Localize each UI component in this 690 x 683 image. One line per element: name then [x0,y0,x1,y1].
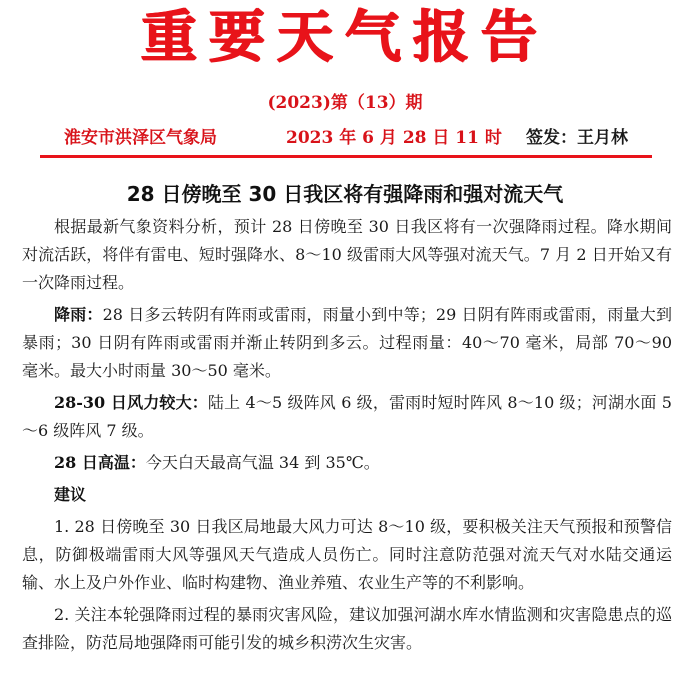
issuing-agency: 淮安市洪泽区气象局 [64,128,217,148]
advice-item-1: 1. 28 日傍晚至 30 日我区局地最大风力可达 8～10 级，要积极关注天气预报和预警信息，防御极端雷雨大风等强风天气造成人员伤亡。同时注意防范强对流天气对水陆交通运输、水上及户外作业、临时构建物、渔业养殖、农业生产等的不利影响。 [22,517,672,592]
report-masthead: 重要天气报告 [141,5,549,70]
heat-paragraph [22,449,672,477]
issue-date: 2023 年 6 月 28 日 11 时 [286,128,502,148]
wind-label: 28-30 日风力较大： [54,393,208,412]
heat-label: 28 日高温： [54,453,146,472]
wind-text: 陆上 4～5 级阵风 6 级，雷雨时短时阵风 8～10 级；河湖水面 5～6 级阵风 7 级。 [22,393,672,440]
red-divider-rule [40,155,652,158]
signer: 签发：王月林 [526,128,628,148]
report-body [22,213,672,661]
heat-text: 今天白天最高气温 34 到 35℃。 [145,453,380,472]
rain-label: 降雨： [54,305,103,324]
rain-text: 28 日多云转阴有阵雨或雷雨，雨量小到中等；29 日阴有阵雨或雷雨，雨量大到暴雨；30 日阴有阵雨或雷雨并渐止转阴到多云。过程雨量：40～70 毫米，局部 70～90 毫米。最大小时雨量 30～50 毫米。 [22,305,672,380]
report-meta-row [64,126,664,150]
advice-heading: 建议 [54,485,87,504]
advice-item-2: 2. 关注本轮强降雨过程的暴雨灾害风险，建议加强河湖水库水情监测和灾害隐患点的巡查排险，防范局地强降雨可能引发的城乡积涝次生灾害。 [22,605,672,652]
rain-paragraph [22,301,672,385]
report-headline: 28 日傍晚至 30 日我区将有强降雨和强对流天气 [126,182,564,206]
intro-paragraph: 根据最新气象资料分析，预计 28 日傍晚至 30 日我区将有一次强降雨过程。降水期间对流活跃，将伴有雷电、短时强降水、8～10 级雷雨大风等强对流天气。7 月 2 日开始又有一次降雨过程。 [22,217,672,292]
issue-number: (2023)第（13）期 [267,93,423,113]
wind-paragraph [22,389,672,445]
